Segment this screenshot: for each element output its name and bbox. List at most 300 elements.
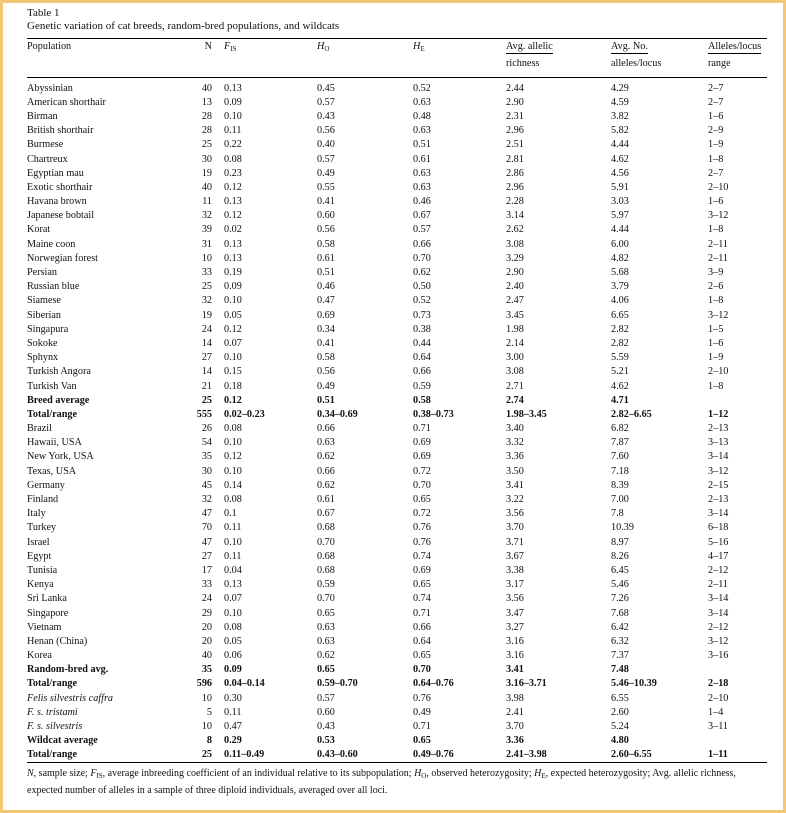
cell-n: 40 <box>201 650 212 662</box>
cell-ho: 0.55 <box>317 181 335 193</box>
cell-he: 0.46 <box>413 196 431 208</box>
cell-avg-alleles: 4.62 <box>611 153 629 165</box>
cell-avg-alleles: 10.39 <box>611 522 634 534</box>
cell-he: 0.71 <box>413 423 431 435</box>
cell-richness: 2.51 <box>506 139 524 151</box>
cell-avg-alleles: 7.8 <box>611 508 624 520</box>
cell-population: Total/range <box>27 408 77 420</box>
cell-range: 3–14 <box>708 593 729 605</box>
cell-he: 0.44 <box>413 337 431 349</box>
cell-richness: 1.98–3.45 <box>506 408 547 420</box>
cell-richness: 2.28 <box>506 196 524 208</box>
cell-fis: 0.02–0.23 <box>224 408 265 420</box>
cell-he: 0.72 <box>413 508 431 520</box>
table-row <box>27 507 767 521</box>
cell-range: 1–11 <box>708 748 767 763</box>
cell-avg-alleles: 4.06 <box>611 295 629 307</box>
cell-population: Kenya <box>27 579 54 591</box>
cell-range: 3–12 <box>708 210 729 222</box>
cell-richness: 3.36 <box>506 451 524 463</box>
cell-he: 0.76 <box>413 692 431 704</box>
cell-range: 1–8 <box>708 153 724 165</box>
cell-he: 0.38 <box>413 323 431 335</box>
cell-he: 0.50 <box>413 281 431 293</box>
header-richness-line1: Avg. allelic <box>506 39 611 59</box>
table-row <box>27 407 767 421</box>
cell-n: 27 <box>201 550 212 562</box>
cell-richness: 2.44 <box>506 82 524 94</box>
cell-he: 0.69 <box>413 451 431 463</box>
cell-n: 40 <box>201 82 212 94</box>
cell-range: 1–6 <box>708 337 724 349</box>
cell-n: 19 <box>201 167 212 179</box>
cell-range: 3–11 <box>708 721 728 733</box>
cell-avg-alleles: 4.82 <box>611 252 629 264</box>
cell-n: 10 <box>201 252 212 264</box>
cell-fis: 0.19 <box>224 267 242 279</box>
cell-fis: 0.13 <box>224 238 242 250</box>
cell-richness: 3.70 <box>506 721 524 733</box>
cell-ho: 0.43–0.60 <box>317 748 413 763</box>
cell-range <box>708 734 767 748</box>
cell-fis: 0.09 <box>224 664 242 676</box>
cell-he: 0.76 <box>413 536 431 548</box>
cell-he: 0.64–0.76 <box>413 678 454 690</box>
cell-n: 32 <box>201 494 212 506</box>
table-row <box>27 152 767 166</box>
cell-ho: 0.45 <box>317 82 335 94</box>
cell-richness: 2.31 <box>506 110 524 122</box>
cell-ho: 0.68 <box>317 522 335 534</box>
cell-population: Brazil <box>27 423 52 435</box>
cell-ho: 0.68 <box>317 550 335 562</box>
header-richness-line2: richness <box>506 58 611 78</box>
cell-n: 596 <box>196 678 212 690</box>
cell-n: 13 <box>201 96 212 108</box>
cell-ho: 0.61 <box>317 252 335 264</box>
cell-population: Total/range <box>27 678 77 690</box>
cell-he: 0.69 <box>413 564 431 576</box>
cell-he: 0.65 <box>413 494 431 506</box>
cell-fis: 0.11 <box>224 550 242 562</box>
cell-fis: 0.09 <box>224 96 242 108</box>
cell-population: Korat <box>27 224 51 236</box>
cell-range: 1–9 <box>708 352 724 364</box>
table-row <box>27 464 767 478</box>
cell-richness: 3.14 <box>506 210 524 222</box>
table-row <box>27 450 767 464</box>
cell-avg-alleles: 7.26 <box>611 593 629 605</box>
cell-he: 0.74 <box>413 593 431 605</box>
cell-richness: 3.70 <box>506 522 524 534</box>
cell-fis: 0.13 <box>224 579 242 591</box>
cell-n: 32 <box>201 295 212 307</box>
cell-n: 32 <box>201 210 212 222</box>
cell-range: 3–12 <box>708 635 729 647</box>
cell-ho: 0.65 <box>317 664 335 676</box>
cell-avg-alleles: 2.82–6.65 <box>611 408 652 420</box>
cell-range: 2–15 <box>708 479 729 491</box>
cell-he: 0.70 <box>413 252 431 264</box>
cell-he: 0.66 <box>413 238 431 250</box>
cell-n: 45 <box>201 479 212 491</box>
table-row <box>27 209 767 223</box>
cell-range: 2–12 <box>708 564 729 576</box>
cell-richness: 2.90 <box>506 267 524 279</box>
cell-population: Germany <box>27 479 65 491</box>
cell-richness: 2.47 <box>506 295 524 307</box>
cell-ho: 0.49 <box>317 167 335 179</box>
cell-he: 0.48 <box>413 110 431 122</box>
cell-avg-alleles: 4.59 <box>611 96 629 108</box>
cell-ho: 0.59 <box>317 579 335 591</box>
cell-n: 25 <box>201 394 212 406</box>
cell-ho: 0.63 <box>317 437 335 449</box>
cell-he: 0.63 <box>413 167 431 179</box>
cell-population: Korea <box>27 650 52 662</box>
table-row <box>27 280 767 294</box>
cell-ho: 0.62 <box>317 479 335 491</box>
cell-avg-alleles: 6.45 <box>611 564 629 576</box>
cell-population: Siamese <box>27 295 61 307</box>
cell-range: 1–9 <box>708 139 724 151</box>
genetic-variation-table <box>27 38 767 763</box>
cell-n: 8 <box>206 735 212 747</box>
cell-range: 1–6 <box>708 110 724 122</box>
cell-population: Israel <box>27 536 50 548</box>
cell-n: 26 <box>201 423 212 435</box>
cell-range: 1–4 <box>708 706 724 718</box>
cell-range: 1–12 <box>708 408 729 420</box>
cell-population: F. s. silvestris <box>27 721 83 733</box>
cell-n: 20 <box>201 621 212 633</box>
cell-he: 0.76 <box>413 522 431 534</box>
cell-n: 14 <box>201 366 212 378</box>
header-row-1 <box>27 39 767 59</box>
cell-ho: 0.58 <box>317 352 335 364</box>
cell-fis: 0.15 <box>224 366 242 378</box>
header-avg-no-line1: Avg. No. <box>611 39 708 59</box>
cell-avg-alleles: 5.21 <box>611 366 629 378</box>
cell-n: 25 <box>201 281 212 293</box>
cell-n: 24 <box>201 593 212 605</box>
table-row <box>27 578 767 592</box>
cell-richness: 3.16–3.71 <box>506 678 547 690</box>
header-avg-no-line2: alleles/locus <box>611 58 708 78</box>
cell-fis: 0.04–0.14 <box>224 678 265 690</box>
table-row <box>27 663 767 677</box>
cell-avg-alleles: 7.60 <box>611 451 629 463</box>
cell-ho: 0.68 <box>317 564 335 576</box>
cell-population: Sri Lanka <box>27 593 67 605</box>
cell-n: 33 <box>201 579 212 591</box>
cell-he: 0.70 <box>413 664 431 676</box>
cell-ho: 0.43 <box>317 110 335 122</box>
cell-he: 0.73 <box>413 309 431 321</box>
cell-ho: 0.63 <box>317 621 335 633</box>
cell-population: Egypt <box>27 550 52 562</box>
cell-fis: 0.05 <box>224 309 242 321</box>
header-population: Population <box>27 39 147 59</box>
cell-fis: 0.14 <box>224 479 242 491</box>
cell-he: 0.61 <box>413 153 431 165</box>
cell-n: 29 <box>201 607 212 619</box>
cell-population: Total/range <box>27 748 147 763</box>
cell-n: 27 <box>201 352 212 364</box>
cell-richness: 2.74 <box>506 394 524 406</box>
cell-n: 33 <box>201 267 212 279</box>
table-row <box>27 649 767 663</box>
cell-richness: 3.71 <box>506 536 524 548</box>
cell-he: 0.57 <box>413 224 431 236</box>
cell-population: Birman <box>27 110 58 122</box>
table-row <box>27 251 767 265</box>
cell-richness: 2.86 <box>506 167 524 179</box>
table-row <box>27 265 767 279</box>
table-row <box>27 166 767 180</box>
cell-n: 25 <box>147 748 224 763</box>
cell-ho: 0.43 <box>317 721 335 733</box>
table-row <box>27 195 767 209</box>
cell-ho: 0.66 <box>317 465 335 477</box>
cell-avg-alleles: 3.03 <box>611 196 629 208</box>
cell-avg-alleles: 7.68 <box>611 607 629 619</box>
cell-ho: 0.51 <box>317 267 335 279</box>
cell-range: 2–10 <box>708 692 729 704</box>
cell-ho: 0.49 <box>317 380 335 392</box>
cell-population: Singapore <box>27 607 69 619</box>
cell-ho: 0.59–0.70 <box>317 678 358 690</box>
header-row-2 <box>27 58 767 78</box>
table-row <box>27 322 767 336</box>
cell-fis: 0.11–0.49 <box>224 748 317 763</box>
cell-avg-alleles: 4.62 <box>611 380 629 392</box>
cell-n: 47 <box>201 536 212 548</box>
cell-fis: 0.12 <box>224 210 242 222</box>
cell-population: Siberian <box>27 309 61 321</box>
header-he: $H_E$ <box>413 39 506 59</box>
cell-avg-alleles: 8.39 <box>611 479 629 491</box>
cell-n: 10 <box>201 721 212 733</box>
cell-population: Random-bred avg. <box>27 664 109 676</box>
cell-population: Vietnam <box>27 621 62 633</box>
cell-richness: 3.47 <box>506 607 524 619</box>
cell-population: Persian <box>27 267 57 279</box>
cell-fis: 0.07 <box>224 337 242 349</box>
cell-range: 3–9 <box>708 267 724 279</box>
table-row <box>27 393 767 407</box>
cell-ho: 0.67 <box>317 508 335 520</box>
cell-avg-alleles: 5.97 <box>611 210 629 222</box>
cell-ho: 0.60 <box>317 210 335 222</box>
cell-range: 1–8 <box>708 380 724 392</box>
cell-range: 1–5 <box>708 323 724 335</box>
cell-range: 6–18 <box>708 522 729 534</box>
cell-population: Breed average <box>27 394 90 406</box>
table-row <box>27 308 767 322</box>
cell-range: 2–7 <box>708 96 724 108</box>
cell-avg-alleles: 6.82 <box>611 423 629 435</box>
cell-avg-alleles: 5.91 <box>611 181 629 193</box>
cell-richness: 2.81 <box>506 153 524 165</box>
cell-range: 2–9 <box>708 125 724 137</box>
cell-population: Abyssinian <box>27 82 73 94</box>
cell-n: 555 <box>196 408 212 420</box>
cell-ho: 0.70 <box>317 593 335 605</box>
cell-range: 2–11 <box>708 579 728 591</box>
cell-he: 0.49–0.76 <box>413 748 506 763</box>
cell-avg-alleles: 8.97 <box>611 536 629 548</box>
cell-population: Russian blue <box>27 281 80 293</box>
cell-range: 3–12 <box>708 465 729 477</box>
cell-n: 28 <box>201 125 212 137</box>
cell-population: Finland <box>27 494 59 506</box>
table-row <box>27 677 767 691</box>
cell-he: 0.63 <box>413 181 431 193</box>
cell-n: 35 <box>201 451 212 463</box>
cell-population: Maine coon <box>27 238 76 250</box>
cell-population: Exotic shorthair <box>27 181 93 193</box>
cell-richness: 2.62 <box>506 224 524 236</box>
header-range-line1: Alleles/locus <box>708 39 767 59</box>
cell-fis: 0.11 <box>224 522 242 534</box>
table-row <box>27 379 767 393</box>
table-row <box>27 691 767 705</box>
cell-fis: 0.47 <box>224 721 242 733</box>
cell-range <box>708 393 767 407</box>
table-row <box>27 223 767 237</box>
cell-population: Sokoke <box>27 337 58 349</box>
cell-fis: 0.13 <box>224 252 242 264</box>
cell-ho: 0.34 <box>317 323 335 335</box>
table-row <box>27 719 767 733</box>
cell-ho: 0.57 <box>317 96 335 108</box>
cell-ho: 0.51 <box>317 394 335 406</box>
cell-fis: 0.10 <box>224 295 242 307</box>
table-row <box>27 237 767 251</box>
cell-ho: 0.41 <box>317 196 335 208</box>
cell-fis: 0.18 <box>224 380 242 392</box>
table-row <box>27 634 767 648</box>
cell-ho: 0.61 <box>317 494 335 506</box>
footnote-n-symbol: N <box>27 768 34 779</box>
cell-he: 0.63 <box>413 96 431 108</box>
cell-he: 0.63 <box>413 125 431 137</box>
cell-he: 0.66 <box>413 621 431 633</box>
cell-n: 54 <box>201 437 212 449</box>
cell-fis: 0.12 <box>224 181 242 193</box>
cell-richness: 3.38 <box>506 564 524 576</box>
cell-fis: 0.10 <box>224 110 242 122</box>
cell-he: 0.71 <box>413 721 431 733</box>
cell-population: Henan (China) <box>27 635 88 647</box>
cell-avg-alleles: 7.48 <box>611 664 629 676</box>
cell-n: 10 <box>201 692 212 704</box>
cell-richness: 2.96 <box>506 181 524 193</box>
cell-n: 25 <box>201 139 212 151</box>
cell-richness: 2.90 <box>506 96 524 108</box>
cell-ho: 0.65 <box>317 607 335 619</box>
cell-population: Chartreux <box>27 153 68 165</box>
cell-population: Turkish Van <box>27 380 77 392</box>
cell-he: 0.38–0.73 <box>413 408 454 420</box>
cell-avg-alleles: 4.29 <box>611 82 629 94</box>
cell-range: 5–16 <box>708 536 729 548</box>
table-row <box>27 549 767 563</box>
cell-n: 35 <box>201 664 212 676</box>
cell-avg-alleles: 6.00 <box>611 238 629 250</box>
cell-fis: 0.30 <box>224 692 242 704</box>
cell-richness: 3.16 <box>506 650 524 662</box>
cell-avg-alleles: 5.59 <box>611 352 629 364</box>
table-row <box>27 521 767 535</box>
cell-ho: 0.70 <box>317 536 335 548</box>
cell-ho: 0.62 <box>317 451 335 463</box>
cell-ho: 0.56 <box>317 366 335 378</box>
cell-richness: 3.00 <box>506 352 524 364</box>
cell-richness: 3.17 <box>506 579 524 591</box>
cell-he: 0.62 <box>413 267 431 279</box>
cell-population: Turkish Angora <box>27 366 91 378</box>
cell-ho: 0.66 <box>317 423 335 435</box>
cell-population: American shorthair <box>27 96 106 108</box>
cell-ho: 0.60 <box>317 706 335 718</box>
cell-fis: 0.12 <box>224 451 242 463</box>
cell-n: 31 <box>201 238 212 250</box>
table-container <box>27 7 767 797</box>
cell-ho: 0.47 <box>317 295 335 307</box>
cell-fis: 0.09 <box>224 281 242 293</box>
cell-fis: 0.10 <box>224 437 242 449</box>
cell-richness: 2.71 <box>506 380 524 392</box>
table-row <box>27 365 767 379</box>
cell-range: 2–12 <box>708 621 729 633</box>
cell-he: 0.51 <box>413 139 431 151</box>
cell-population: Egyptian mau <box>27 167 84 179</box>
cell-fis: 0.11 <box>224 125 242 137</box>
table-row <box>27 748 767 763</box>
cell-ho: 0.62 <box>317 650 335 662</box>
cell-range: 1–8 <box>708 295 724 307</box>
cell-population: Hawaii, USA <box>27 437 82 449</box>
cell-n: 47 <box>201 508 212 520</box>
cell-fis: 0.08 <box>224 423 242 435</box>
cell-n: 14 <box>201 337 212 349</box>
cell-he: 0.58 <box>413 394 431 406</box>
cell-n: 19 <box>201 309 212 321</box>
cell-fis: 0.08 <box>224 621 242 633</box>
cell-range: 3–12 <box>708 309 729 321</box>
cell-population: Turkey <box>27 522 57 534</box>
cell-avg-alleles: 5.46 <box>611 579 629 591</box>
cell-avg-alleles: 7.37 <box>611 650 629 662</box>
cell-richness: 3.45 <box>506 309 524 321</box>
cell-avg-alleles: 7.18 <box>611 465 629 477</box>
cell-fis: 0.10 <box>224 352 242 364</box>
cell-he: 0.52 <box>413 295 431 307</box>
cell-richness: 3.98 <box>506 692 524 704</box>
cell-richness: 3.67 <box>506 550 524 562</box>
cell-richness: 3.32 <box>506 437 524 449</box>
cell-avg-alleles: 7.00 <box>611 494 629 506</box>
cell-avg-alleles: 5.46–10.39 <box>611 678 657 690</box>
cell-richness: 1.98 <box>506 323 524 335</box>
cell-avg-alleles: 2.82 <box>611 323 629 335</box>
table-row <box>27 336 767 350</box>
cell-he: 0.64 <box>413 352 431 364</box>
cell-ho: 0.46 <box>317 281 335 293</box>
cell-fis: 0.29 <box>224 735 242 747</box>
